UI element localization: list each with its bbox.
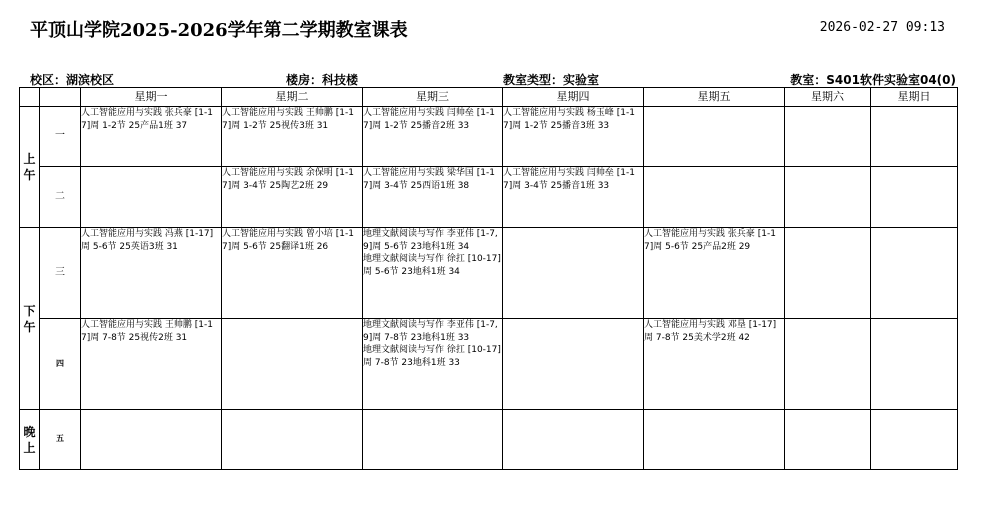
schedule-cell	[222, 228, 363, 319]
schedule-cell	[222, 107, 363, 167]
schedule-cell	[785, 107, 871, 167]
schedule-cell	[81, 228, 222, 319]
course-entry: 地理文献阅读与写作 徐扛 [10-17]周 7-8节 23地科1班 33	[363, 345, 501, 368]
schedule-cell	[644, 228, 785, 319]
schedule-cell	[785, 167, 871, 228]
section-row-2	[20, 167, 958, 228]
schedule-cell	[871, 319, 958, 410]
day-header-tue: 星期二	[222, 88, 363, 107]
section-label-3: 三	[40, 228, 81, 319]
room-info: 教室：S401软件实验室04(0)	[790, 73, 956, 87]
schedule-cell	[222, 410, 363, 470]
room-type-info: 教室类型：实验室	[503, 73, 600, 87]
header-row	[20, 88, 958, 107]
schedule-cell	[503, 410, 644, 470]
schedule-cell	[871, 167, 958, 228]
schedule-cell	[644, 410, 785, 470]
day-header-sun: 星期日	[871, 88, 958, 107]
course-entry: 地理文献阅读与写作 徐扛 [10-17]周 5-6节 23地科1班 34	[363, 254, 501, 277]
schedule-cell	[363, 228, 503, 319]
schedule-cell	[81, 167, 222, 228]
course-entry: 人工智能应用与实践 张兵豪 [1-17]周 1-2节 25产品1班 37	[81, 108, 213, 131]
course-entry: 人工智能应用与实践 冯燕 [1-17]周 5-6节 25英语3班 31	[81, 229, 214, 252]
day-header-fri: 星期五	[644, 88, 785, 107]
schedule-cell	[871, 107, 958, 167]
schedule-cell	[644, 319, 785, 410]
building-info: 楼房：科技楼	[286, 73, 359, 87]
schedule-cell	[785, 228, 871, 319]
schedule-cell	[503, 107, 644, 167]
section-label-1: 一	[40, 107, 81, 167]
course-entry: 人工智能应用与实践 曾小培 [1-17]周 5-6节 25翻译1班 26	[222, 229, 354, 252]
course-entry: 人工智能应用与实践 闫帅垒 [1-17]周 1-2节 25播音2班 33	[363, 108, 495, 131]
schedule-cell	[644, 167, 785, 228]
schedule-cell	[503, 319, 644, 410]
period-morning: 上 午	[20, 107, 40, 228]
print-datetime: 2026-02-27 09:13	[819, 20, 945, 35]
schedule-cell	[222, 319, 363, 410]
schedule-table	[19, 87, 958, 470]
schedule-cell	[871, 228, 958, 319]
schedule-cell	[503, 167, 644, 228]
section-label-4: 四	[40, 319, 81, 410]
corner-cell	[20, 88, 40, 107]
section-label-2: 二	[40, 167, 81, 228]
schedule-cell	[363, 107, 503, 167]
day-header-thu: 星期四	[503, 88, 644, 107]
section-row-1	[20, 107, 958, 167]
section-label-5: 五	[40, 410, 81, 470]
period-afternoon: 下 午	[20, 228, 40, 410]
day-header-sat: 星期六	[785, 88, 871, 107]
schedule-cell	[503, 228, 644, 319]
course-entry: 人工智能应用与实践 杨玉峰 [1-17]周 1-2节 25播音3班 33	[503, 108, 635, 131]
page-title: 平顶山学院2025-2026学年第二学期教室课表	[30, 20, 408, 41]
schedule-cell	[363, 410, 503, 470]
campus-info: 校区：湖滨校区	[30, 73, 115, 87]
course-entry: 人工智能应用与实践 余保明 [1-17]周 3-4节 25陶艺2班 29	[222, 168, 354, 191]
course-entry: 人工智能应用与实践 王帅鹏 [1-17]周 7-8节 25视传2班 31	[81, 320, 213, 343]
schedule-cell	[644, 107, 785, 167]
course-entry: 人工智能应用与实践 邓垦 [1-17]周 7-8节 25美术学2班 42	[644, 320, 777, 343]
period-evening: 晚 上	[20, 410, 40, 470]
schedule-cell	[785, 319, 871, 410]
day-header-wed: 星期三	[363, 88, 503, 107]
section-row-3	[20, 228, 958, 319]
course-entry: 人工智能应用与实践 闫帅垒 [1-17]周 3-4节 25播音1班 33	[503, 168, 635, 191]
course-entry: 人工智能应用与实践 张兵豪 [1-17]周 5-6节 25产品2班 29	[644, 229, 776, 252]
schedule-cell	[871, 410, 958, 470]
day-header-mon: 星期一	[81, 88, 222, 107]
course-entry: 地理文献阅读与写作 李亚伟 [1-7,9]周 7-8节 23地科1班 33	[363, 320, 498, 343]
course-entry: 人工智能应用与实践 王帅鹏 [1-17]周 1-2节 25视传3班 31	[222, 108, 354, 131]
schedule-cell	[81, 319, 222, 410]
schedule-cell	[222, 167, 363, 228]
schedule-cell	[81, 107, 222, 167]
corner-cell	[40, 88, 81, 107]
schedule-cell	[81, 410, 222, 470]
schedule-cell	[363, 167, 503, 228]
course-entry: 人工智能应用与实践 梁华国 [1-17]周 3-4节 25西语1班 38	[363, 168, 495, 191]
section-row-4	[20, 319, 958, 410]
schedule-cell	[785, 410, 871, 470]
section-row-5	[20, 410, 958, 470]
schedule-cell	[363, 319, 503, 410]
course-entry: 地理文献阅读与写作 李亚伟 [1-7,9]周 5-6节 23地科1班 34	[363, 229, 498, 252]
